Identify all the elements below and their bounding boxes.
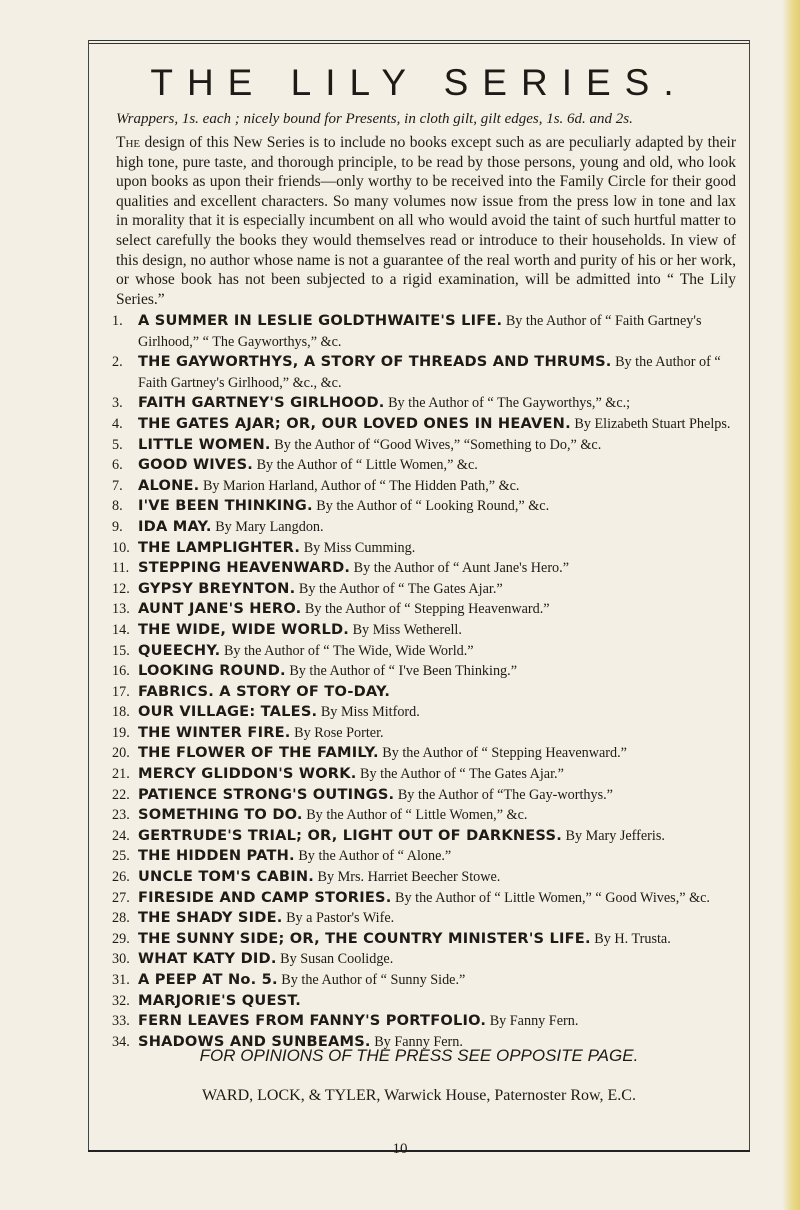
entry-number: 31.: [112, 972, 130, 988]
catalogue-entry: [112, 867, 736, 888]
entry-author: By the Author of “ Little Women,” “ Good Wives,” &c.: [395, 889, 710, 906]
entry-title: FERN LEAVES FROM FANNY'S PORTFOLIO.: [138, 1012, 487, 1030]
entry-title: LOOKING ROUND.: [138, 662, 286, 680]
entry-title: THE WIDE, WIDE WORLD.: [138, 620, 350, 638]
series-introduction: [116, 133, 736, 309]
entry-number: 9.: [112, 518, 123, 535]
entry-title: FABRICS. A STORY OF TO-DAY.: [138, 682, 391, 700]
entry-author: By the Author of “ The Gayworthys,” &c.;: [388, 395, 631, 412]
entry-title: WHAT KATY DID.: [138, 950, 277, 968]
entry-author: By H. Trusta.: [594, 930, 671, 947]
entry-title: A PEEP AT No. 5.: [138, 971, 278, 988]
catalogue-entry: [112, 785, 736, 806]
entry-title: AUNT JANE'S HERO.: [138, 600, 302, 618]
entry-number: 19.: [112, 724, 130, 741]
entry-author: By the Author of “ Stepping Heavenward.”: [304, 601, 550, 618]
catalogue-entry: [112, 599, 736, 620]
catalogue-entry: [112, 558, 736, 579]
catalogue-entry: [112, 496, 736, 517]
entry-author: By Mary Jefferis.: [565, 827, 665, 844]
entry-author: By Miss Cumming.: [303, 539, 416, 556]
catalogue-entry: [112, 949, 736, 970]
entry-number: 3.: [112, 395, 123, 412]
entry-title: OUR VILLAGE: TALES.: [138, 703, 318, 721]
entry-number: 4.: [112, 415, 123, 432]
entry-number: 24.: [112, 827, 130, 844]
entry-title: I'VE BEEN THINKING.: [138, 497, 313, 515]
entry-author: By Miss Mitford.: [320, 704, 420, 721]
catalogue-entry: [112, 414, 736, 435]
entry-number: 15.: [112, 642, 130, 659]
catalogue-entry: [112, 661, 736, 682]
catalogue-entry: [112, 579, 736, 600]
entry-author: By the Author of “ I've Been Thinking.”: [289, 663, 517, 680]
entry-author: By a Pastor's Wife.: [286, 910, 395, 927]
catalogue-entry: [112, 723, 736, 744]
entry-author: By the Author of “ The Gates Ajar.”: [360, 766, 564, 783]
entry-number: 28.: [112, 910, 130, 927]
entry-author: By Mary Langdon.: [215, 518, 324, 535]
entry-title: PATIENCE STRONG'S OUTINGS.: [138, 785, 395, 803]
entry-title: MARJORIE'S QUEST.: [138, 991, 302, 1009]
entry-author: By the Author of “ Little Women,” &c.: [306, 807, 528, 824]
entry-author: By Mrs. Harriet Beecher Stowe.: [317, 869, 501, 886]
entry-author: By the Author of “The Gay-worthys.”: [397, 786, 613, 803]
catalogue-entry: [112, 393, 736, 414]
entry-title: FAITH GARTNEY'S GIRLHOOD.: [138, 394, 385, 412]
entry-author: By the Author of “Good Wives,” “Something to Do,” &c.: [274, 436, 602, 453]
entry-author: By Miss Wetherell.: [352, 621, 462, 638]
catalogue-entry: [112, 1011, 736, 1032]
catalogue-entry: [112, 888, 736, 909]
entry-number: 34.: [112, 1033, 130, 1050]
catalogue-entry: [112, 517, 736, 538]
entry-number: 5.: [112, 436, 123, 453]
entry-author: By Rose Porter.: [294, 724, 384, 741]
page-number: 10: [392, 1141, 408, 1157]
entry-number: 21.: [112, 766, 130, 783]
entry-author: By the Author of “ Faith Gartney's Girlhood,” “ The Gayworthys,” &c.: [138, 313, 702, 350]
entry-number: 10.: [112, 539, 130, 556]
entry-author: By Fanny Fern.: [489, 1013, 579, 1030]
series-title: THE LILY SERIES.: [150, 62, 688, 103]
entry-title: THE GAYWORTHYS, A STORY OF THREADS AND THRUMS.: [138, 353, 612, 371]
catalogue-entry: [112, 908, 736, 929]
entry-number: 16.: [112, 663, 130, 680]
entry-author: By Fanny Fern.: [374, 1033, 463, 1050]
entry-number: 29.: [112, 930, 130, 947]
entry-title: THE FLOWER OF THE FAMILY.: [138, 744, 379, 762]
entry-title: ALONE.: [138, 476, 200, 494]
entry-number: 13.: [112, 601, 130, 618]
catalogue-entry: [112, 682, 736, 703]
entry-title: GOOD WIVES.: [138, 456, 254, 474]
entry-title: IDA MAY.: [138, 517, 212, 535]
entry-number: 6.: [112, 457, 123, 474]
catalogue-entry: [112, 620, 736, 641]
advertisement-page: [88, 40, 750, 1155]
entry-number: 17.: [112, 683, 130, 700]
catalogue-entry: [112, 970, 736, 991]
entry-number: 7.: [112, 477, 123, 494]
entry-title: QUEECHY.: [138, 641, 221, 659]
entry-title: THE WINTER FIRE.: [138, 723, 291, 741]
intro-series-name: “ The Lily Series.”: [116, 271, 737, 308]
entry-number: 26.: [112, 869, 130, 886]
entry-title: THE LAMPLIGHTER.: [138, 538, 301, 556]
entry-author: By the Author of “ Stepping Heavenward.”: [382, 745, 627, 762]
entry-number: 30.: [112, 951, 130, 968]
entry-number: 14.: [112, 621, 130, 638]
catalogue-entry: [112, 743, 736, 764]
entry-author: By Elizabeth Stuart Phelps.: [574, 415, 731, 432]
entry-title: GERTRUDE'S TRIAL; OR, LIGHT OUT OF DARKNESS.: [138, 826, 562, 844]
entry-number: 8.: [112, 498, 123, 515]
catalogue-entry: [112, 991, 736, 1012]
catalogue-entry: [112, 702, 736, 723]
top-rule: [88, 40, 750, 41]
entry-number: 2.: [112, 354, 123, 371]
intro-lead-word: The: [116, 134, 141, 151]
entry-author: By Susan Coolidge.: [280, 951, 394, 968]
catalogue-entry: [112, 826, 736, 847]
entry-title: UNCLE TOM'S CABIN.: [138, 868, 314, 886]
catalogue-entry: [112, 435, 736, 456]
entry-title: STEPPING HEAVENWARD.: [138, 559, 351, 577]
catalogue-entry: [112, 805, 736, 826]
entry-number: 20.: [112, 745, 130, 762]
entry-author: By the Author of “ Alone.”: [298, 848, 452, 865]
entry-number: 22.: [112, 786, 130, 803]
entry-title: FIRESIDE AND CAMP STORIES.: [138, 888, 392, 906]
publisher-imprint: WARD, LOCK, & TYLER, Warwick House, Paternoster Row, E.C.: [202, 1087, 636, 1104]
entry-title: LITTLE WOMEN.: [138, 435, 271, 453]
catalogue-entry: [112, 311, 736, 352]
entry-title: GYPSY BREYNTON.: [138, 579, 296, 597]
entry-number: 12.: [112, 580, 130, 597]
catalogue-entry: [112, 455, 736, 476]
entry-author: By the Author of “ The Gates Ajar.”: [298, 580, 503, 597]
catalogue-entry: [112, 352, 736, 393]
entry-author: By the Author of “ Faith Gartney's Girlhood,” &c., &c.: [138, 354, 721, 391]
catalogue-entry: [112, 846, 736, 867]
entry-title: A SUMMER IN LESLIE GOLDTHWAITE'S LIFE.: [138, 312, 503, 329]
entry-title: SHADOWS AND SUNBEAMS.: [138, 1032, 371, 1050]
left-rule: [88, 40, 89, 1150]
entry-author: By the Author of “ Looking Round,” &c.: [316, 498, 550, 515]
entry-author: By the Author of “ Little Women,” &c.: [256, 457, 478, 474]
entry-title: THE SUNNY SIDE; OR, THE COUNTRY MINISTER'S LIFE.: [138, 929, 591, 947]
catalogue-entry: [112, 641, 736, 662]
page-edge-shading: [782, 0, 800, 1210]
catalogue-entry: [112, 764, 736, 785]
entry-title: THE SHADY SIDE.: [138, 909, 283, 927]
entry-number: 1.: [112, 313, 123, 329]
right-rule: [749, 40, 750, 1150]
catalogue-entry: [112, 929, 736, 950]
top-rule-inner: [88, 43, 750, 44]
entry-number: 11.: [112, 560, 130, 577]
entry-author: By the Author of “ Aunt Jane's Hero.”: [353, 560, 569, 577]
binding-prices: Wrappers, 1s. each ; nicely bound for Presents, in cloth gilt, gilt edges, 1s. 6d. and 2s.: [116, 111, 633, 127]
press-opinions-note: FOR OPINIONS OF THE PRESS SEE OPPOSITE PAGE.: [199, 1046, 639, 1065]
entry-author: By the Author of “ The Wide, Wide World.”: [223, 642, 474, 659]
catalogue-entry: [112, 476, 736, 497]
entry-title: SOMETHING TO DO.: [138, 806, 303, 824]
intro-body: design of this New Series is to include no books except such as are peculiarly adapted by their high tone, pure taste, and thorough principle, to be read by those persons, young and old, who look upon books as upon their friends—only worthy to be received into the Family Circle for their good qualities and excellent characters. So many volumes now issue from the press low in tone and lax in morality that it is especially incumbent on all who would avoid the taint of such hurtful matter to select carefully the books they would themselves read or introduce to their households. In view of this design, no author whose name is not a guarantee of the real worth and purity of his or her work, or whose book has not been subjected to a rigid examination, will be admitted into: [116, 134, 736, 289]
entry-number: 32.: [112, 992, 130, 1009]
catalogue-entry: [112, 538, 736, 559]
entry-author: By Marion Harland, Author of “ The Hidden Path,” &c.: [202, 477, 520, 494]
book-catalogue: [112, 311, 736, 1052]
entry-number: 25.: [112, 848, 130, 865]
entry-title: MERCY GLIDDON'S WORK.: [138, 765, 357, 783]
entry-number: 33.: [112, 1013, 130, 1030]
entry-title: THE HIDDEN PATH.: [138, 847, 295, 865]
entry-number: 23.: [112, 807, 130, 824]
entry-number: 27.: [112, 889, 130, 906]
entry-author: By the Author of “ Sunny Side.”: [281, 972, 466, 988]
entry-title: THE GATES AJAR; OR, OUR LOVED ONES IN HEAVEN.: [138, 414, 571, 432]
entry-number: 18.: [112, 704, 130, 721]
